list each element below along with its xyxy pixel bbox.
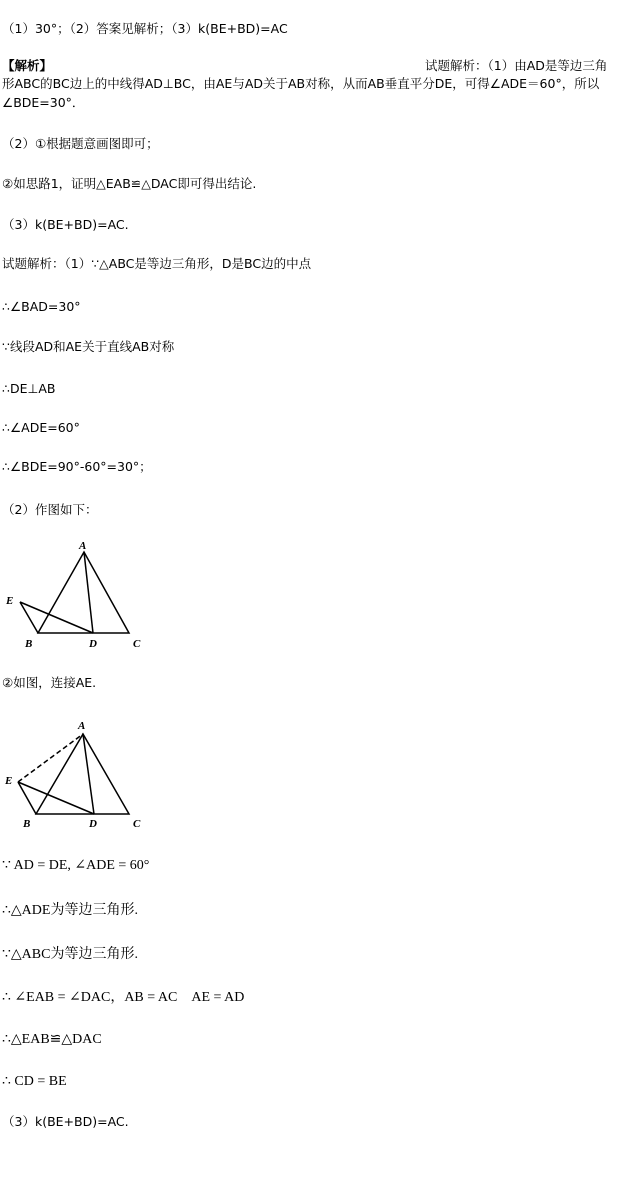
proof-line: ∴DE⊥AB bbox=[2, 381, 56, 396]
label-e: E bbox=[6, 595, 14, 607]
proof-line: ∵线段AD和AE关于直线AB对称 bbox=[2, 339, 175, 354]
segment-eb bbox=[18, 782, 36, 814]
label-b: B bbox=[23, 818, 31, 830]
segment-ad bbox=[84, 552, 93, 633]
proof-line: ∴△EAB≌△DAC bbox=[2, 1032, 102, 1047]
proof-line: ∵△ABC为等边三角形. bbox=[2, 947, 138, 962]
label-d: D bbox=[89, 638, 97, 650]
proof-line: ∴∠BAD=30° bbox=[2, 299, 81, 314]
proof-line: （2）作图如下： bbox=[2, 502, 98, 517]
label-b: B bbox=[25, 638, 33, 650]
segment-ed bbox=[18, 782, 94, 814]
analysis-intro: 试题解析：（1）由AD是等边三角 bbox=[425, 58, 608, 73]
label-a: A bbox=[79, 540, 87, 552]
proof-line: ∴∠ADE=60° bbox=[2, 420, 80, 435]
analysis-intro-end: ∠BDE=30°． bbox=[2, 95, 85, 110]
proof-line: ∴ ∠EAB = ∠DAC，AB = AC AE = AD bbox=[2, 990, 245, 1005]
proof-line: ②如图，连接AE. bbox=[2, 675, 97, 690]
step-2-1: （2）①根据题意画图即可； bbox=[2, 136, 159, 151]
proof-line: ∴ CD = BE bbox=[2, 1074, 67, 1089]
analysis-tag: 【解析】 bbox=[2, 58, 53, 73]
proof-line: ∵ AD = DE, ∠ADE = 60° bbox=[2, 858, 150, 873]
answer-line: （1）30°；（2）答案见解析；（3）k(BE+BD)=AC bbox=[2, 21, 288, 36]
segment-ed bbox=[20, 602, 93, 633]
label-c: C bbox=[133, 638, 141, 650]
label-a: A bbox=[78, 720, 86, 732]
proof-line: ∴∠BDE=90°-60°=30°； bbox=[2, 459, 152, 474]
final-answer: （3）k(BE+BD)=AC. bbox=[2, 1114, 129, 1129]
solution-start: 试题解析：（1）∵△ABC是等边三角形，D是BC边的中点 bbox=[2, 256, 312, 271]
segment-eb bbox=[20, 602, 38, 633]
triangle-abc bbox=[36, 734, 129, 814]
analysis-intro-continued: 形ABC的BC边上的中线得AD⊥BC，由AE与AD关于AB对称，从而AB垂直平分DE，可得∠ADE＝60°，所以 bbox=[2, 76, 600, 91]
segment-ae-dashed bbox=[18, 734, 83, 782]
label-c: C bbox=[133, 818, 141, 830]
figure-2 bbox=[0, 710, 160, 835]
segment-ad bbox=[83, 734, 94, 814]
label-e: E bbox=[5, 775, 13, 787]
step-2-2: ②如思路1，证明△EAB≌△DAC即可得出结论. bbox=[2, 176, 257, 191]
triangle-abc bbox=[38, 552, 129, 633]
figure-1 bbox=[0, 535, 160, 655]
step-3: （3）k(BE+BD)=AC. bbox=[2, 217, 129, 232]
proof-line: ∴△ADE为等边三角形. bbox=[2, 903, 138, 918]
label-d: D bbox=[89, 818, 97, 830]
